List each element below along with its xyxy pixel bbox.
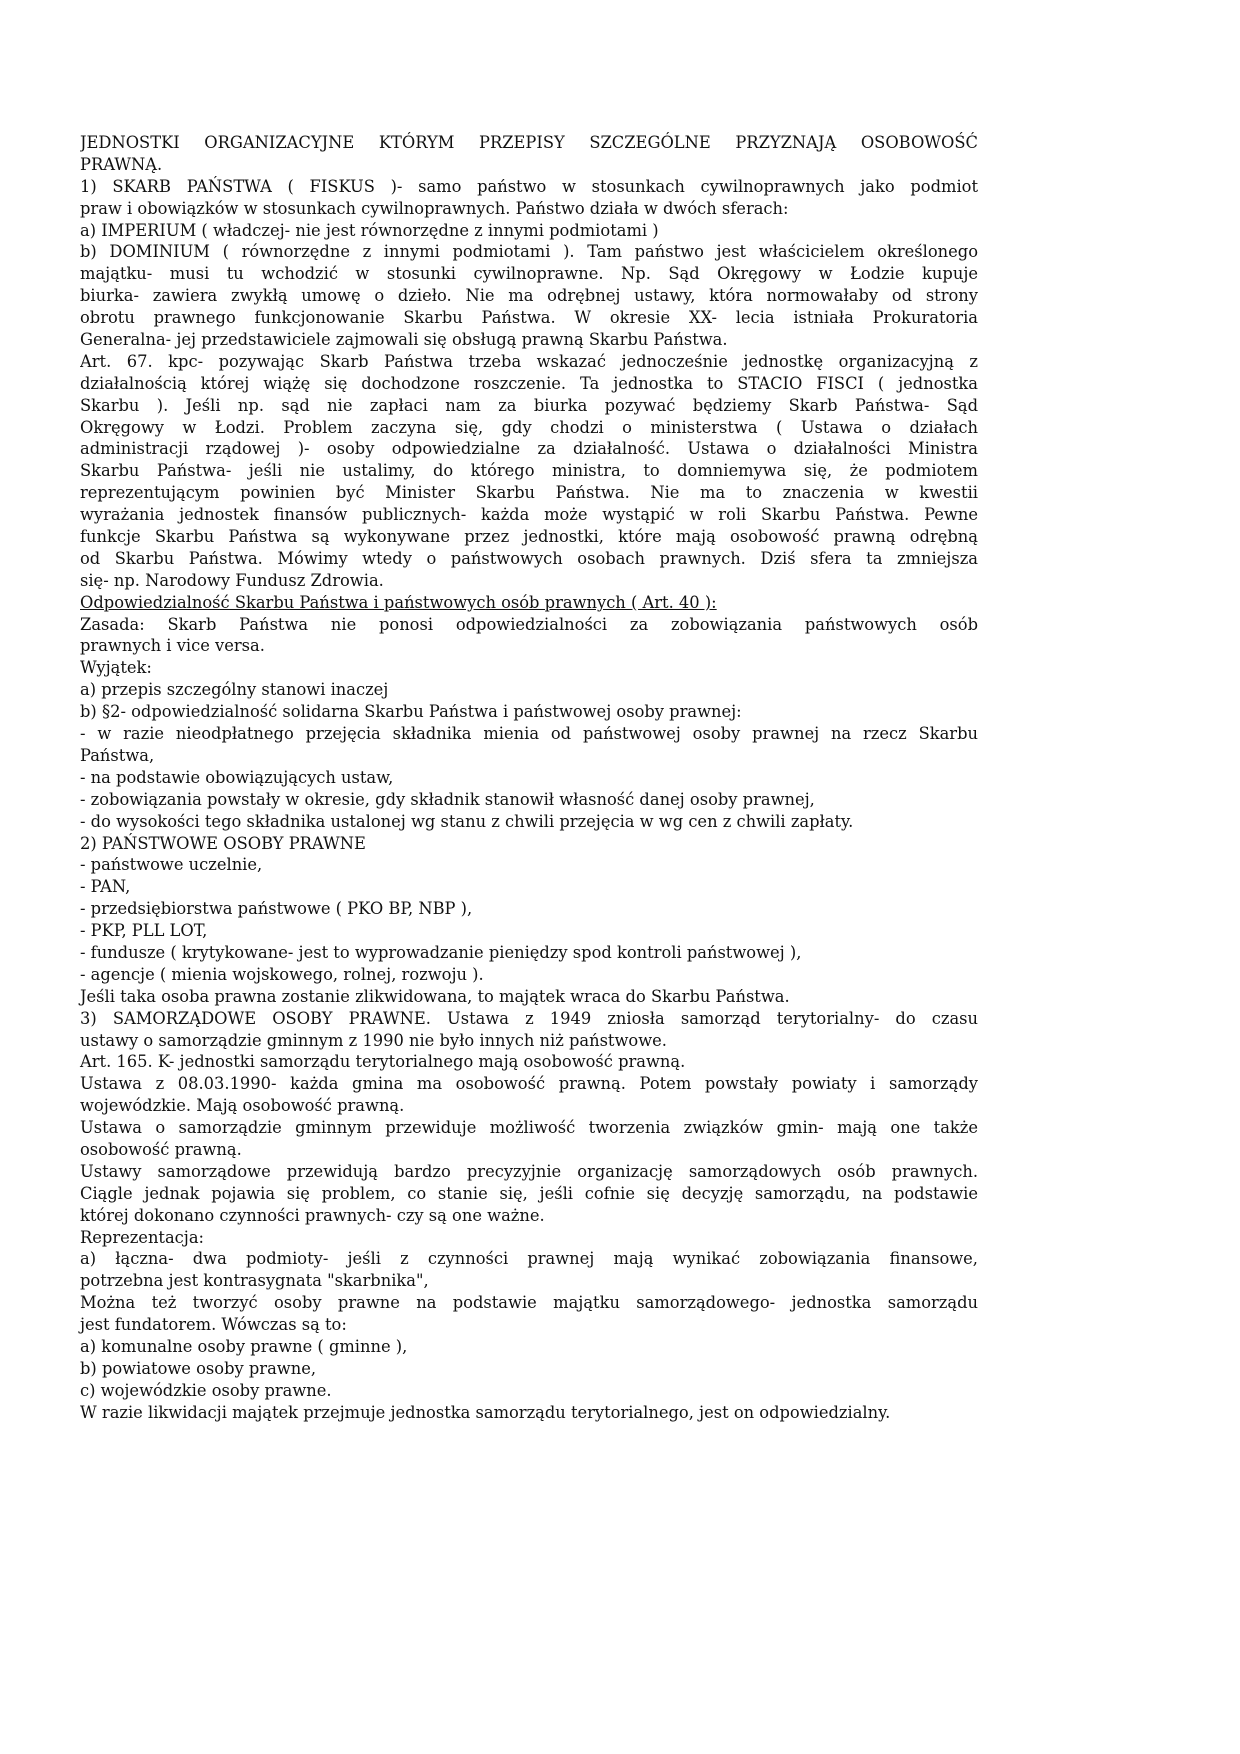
text-line: reprezentującym powinien być Minister Skarbu Państwa. Nie ma to znaczenia w kwestii — [80, 483, 978, 503]
text-line: Państwa, — [80, 745, 155, 765]
text-line: funkcje Skarbu Państwa są wykonywane przez jednostki, które mają osobowość prawną odrębną — [80, 527, 978, 547]
text-line: PRAWNĄ. — [80, 154, 163, 174]
text-line: Ustawa z 08.03.1990- każda gmina ma osobowość prawną. Potem powstały powiaty i samorządy — [80, 1074, 978, 1094]
text-line: Art. 67. kpc- pozywając Skarb Państwa trzeba wskazać jednocześnie jednostkę organizacyjną z — [80, 351, 978, 371]
text-line: od Skarbu Państwa. Mówimy wtedy o państwowych osobach prawnych. Dziś sfera ta zmniejsza — [80, 548, 978, 568]
text-line: a) łączna- dwa podmioty- jeśli z czynności prawnej mają wynikać zobowiązania finansowe, — [80, 1249, 978, 1269]
text-line: Ustawa o samorządzie gminnym przewiduje możliwość tworzenia związków gmin- mają one także — [80, 1118, 978, 1138]
text-line: wojewódzkie. Mają osobowość prawną. — [80, 1096, 405, 1116]
text-line: a) IMPERIUM ( władczej- nie jest równorzędne z innymi podmiotami ) — [80, 220, 659, 240]
text-line: - przedsiębiorstwa państwowe ( PKO BP, NBP ), — [80, 899, 473, 919]
text-line: prawnych i vice versa. — [80, 636, 265, 656]
text-line: Reprezentacja: — [80, 1227, 205, 1247]
text-line: b) powiatowe osoby prawne, — [80, 1358, 317, 1378]
text-line: JEDNOSTKI ORGANIZACYJNE KTÓRYM PRZEPISY SZCZEGÓLNE PRZYZNAJĄ OSOBOWOŚĆ — [80, 133, 978, 152]
section-heading: Odpowiedzialność Skarbu Państwa i państwowych osób prawnych ( Art. 40 ): — [80, 592, 717, 612]
text-line: Art. 165. K- jednostki samorządu terytorialnego mają osobowość prawną. — [80, 1052, 686, 1072]
text-line: - PAN, — [80, 877, 131, 897]
text-line: - agencje ( mienia wojskowego, rolnej, rozwoju ). — [80, 964, 484, 984]
text-line: 1) SKARB PAŃSTWA ( FISKUS )- samo państwo w stosunkach cywilnoprawnych jako podmiot — [80, 176, 978, 196]
text-line: Generalna- jej przedstawiciele zajmowali się obsługą prawną Skarbu Państwa. — [80, 330, 728, 350]
text-line: Ciągle jednak pojawia się problem, co stanie się, jeśli cofnie się decyzję samorządu, na podstawie — [80, 1183, 978, 1203]
text-line: 3) SAMORZĄDOWE OSOBY PRAWNE. Ustawa z 1949 zniosła samorząd terytorialny- do czasu — [80, 1008, 978, 1028]
text-line: administracji rządowej )- osoby odpowiedzialne za działalność. Ustawa o działalności Ministra — [80, 439, 978, 459]
text-line: działalnością której wiążę się dochodzone roszczenie. Ta jednostka to STACIO FISCI ( jednostka — [80, 373, 978, 393]
text-line: Wyjątek: — [80, 658, 152, 678]
text-line: Zasada: Skarb Państwa nie ponosi odpowiedzialności za zobowiązania państwowych osób — [80, 614, 978, 634]
text-line: c) wojewódzkie osoby prawne. — [80, 1380, 332, 1400]
text-line: ustawy o samorządzie gminnym z 1990 nie było innych niż państwowe. — [80, 1030, 667, 1050]
text-line: się- np. Narodowy Fundusz Zdrowia. — [80, 570, 384, 590]
text-line: majątku- musi tu wchodzić w stosunki cywilnoprawne. Np. Sąd Okręgowy w Łodzie kupuje — [80, 264, 978, 284]
text-line: 2) PAŃSTWOWE OSOBY PRAWNE — [80, 833, 366, 853]
text-line: - PKP, PLL LOT, — [80, 921, 208, 941]
text-line: W razie likwidacji majątek przejmuje jednostka samorządu terytorialnego, jest on odpowiedzialny. — [80, 1402, 891, 1422]
document-body — [80, 132, 978, 1424]
text-line: wyrażania jednostek finansów publicznych- każda może wystąpić w roli Skarbu Państwa. Pewne — [80, 505, 978, 525]
text-line: Skarbu Państwa- jeśli nie ustalimy, do którego ministra, to domniemywa się, że podmiotem — [80, 461, 978, 481]
text-line: której dokonano czynności prawnych- czy są one ważne. — [80, 1205, 545, 1225]
text-line: - fundusze ( krytykowane- jest to wyprowadzanie pieniędzy spod kontroli państwowej ), — [80, 942, 802, 962]
text-line: b) DOMINIUM ( równorzędne z innymi podmiotami ). Tam państwo jest właścicielem określonego — [80, 242, 978, 262]
text-line: - zobowiązania powstały w okresie, gdy składnik stanowił własność danej osoby prawnej, — [80, 789, 815, 809]
text-line: potrzebna jest kontrasygnata "skarbnika", — [80, 1271, 429, 1291]
text-line: jest fundatorem. Wówczas są to: — [80, 1315, 347, 1335]
text-line: - w razie nieodpłatnego przejęcia składnika mienia od państwowej osoby prawnej na rzecz Skarbu — [80, 724, 978, 744]
text-line: a) komunalne osoby prawne ( gminne ), — [80, 1336, 408, 1356]
text-line: - na podstawie obowiązujących ustaw, — [80, 767, 394, 787]
text-line: praw i obowiązków w stosunkach cywilnoprawnych. Państwo działa w dwóch sferach: — [80, 198, 789, 218]
text-line: - do wysokości tego składnika ustalonej wg stanu z chwili przejęcia w wg cen z chwili zapłaty. — [80, 811, 854, 831]
text-line: osobowość prawną. — [80, 1139, 242, 1159]
text-line: Ustawy samorządowe przewidują bardzo precyzyjnie organizację samorządowych osób prawnych. — [80, 1161, 978, 1181]
text-line: obrotu prawnego funkcjonowanie Skarbu Państwa. W okresie XX- lecia istniała Prokuratoria — [80, 308, 978, 328]
text-line: b) §2- odpowiedzialność solidarna Skarbu Państwa i państwowej osoby prawnej: — [80, 702, 742, 722]
text-line: Można też tworzyć osoby prawne na podstawie majątku samorządowego- jednostka samorządu — [80, 1293, 978, 1313]
text-line: Jeśli taka osoba prawna zostanie zlikwidowana, to majątek wraca do Skarbu Państwa. — [80, 986, 790, 1006]
text-line: Skarbu ). Jeśli np. sąd nie zapłaci nam za biurka pozywać będziemy Skarb Państwa- Sąd — [80, 395, 978, 415]
text-line: Okręgowy w Łodzi. Problem zaczyna się, gdy chodzi o ministerstwa ( Ustawa o działach — [80, 417, 978, 437]
text-line: biurka- zawiera zwykłą umowę o dzieło. Nie ma odrębnej ustawy, która normowałaby od strony — [80, 286, 978, 306]
text-line: a) przepis szczególny stanowi inaczej — [80, 680, 389, 700]
text-line: - państwowe uczelnie, — [80, 855, 263, 875]
